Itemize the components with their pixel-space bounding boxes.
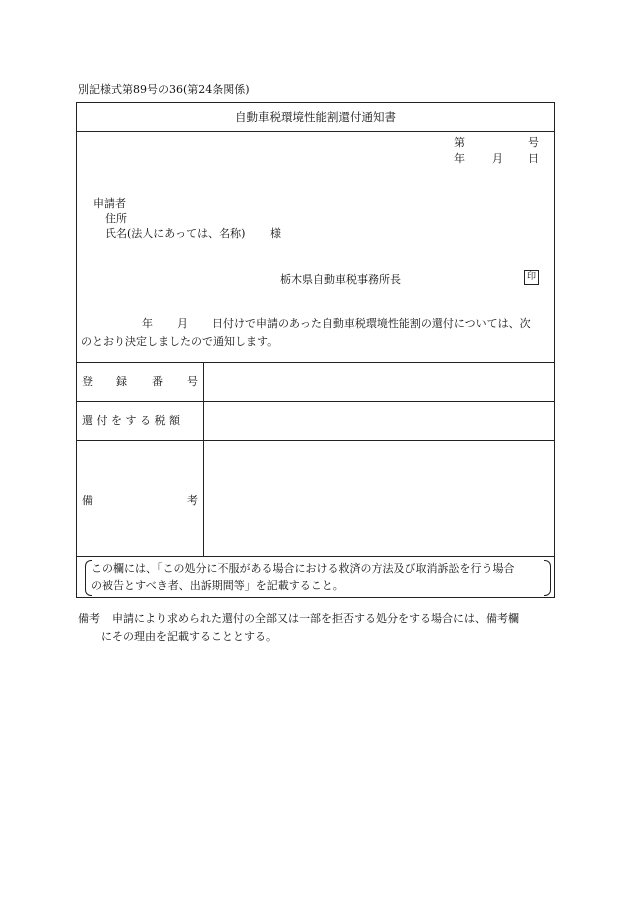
refund-notice-form bbox=[76, 102, 555, 598]
notice-line-2: のとおり決定しましたので通知します。 bbox=[81, 335, 279, 348]
body-year: 年 bbox=[142, 317, 153, 330]
seal-mark: 印 bbox=[524, 270, 539, 285]
address-label: 住所 bbox=[105, 212, 127, 225]
remarks-label: 備考 bbox=[78, 612, 100, 625]
body-line1-rest: 日付けで申請のあった自動車税環境性能割の還付については、次 bbox=[212, 317, 531, 330]
remarks-line-2: にその理由を記載することとする。 bbox=[101, 630, 277, 643]
remarks-line-1: 申請により求められた還付の全部又は一部を拒否する処分をする場合には、備考欄 bbox=[112, 612, 519, 625]
remarks-char-1: 備 bbox=[82, 494, 93, 507]
reg-char-3: 番 bbox=[152, 375, 163, 388]
reg-char-4: 号 bbox=[187, 375, 198, 388]
refund-amount-label: 還 付 を す る 税 額 bbox=[82, 414, 180, 427]
notice-line-1 bbox=[81, 315, 551, 333]
issuer-name: 栃木県自動車税事務所長 bbox=[280, 273, 401, 286]
title-divider bbox=[76, 131, 555, 132]
number-prefix: 第 bbox=[454, 136, 465, 149]
registration-number-field[interactable] bbox=[204, 363, 554, 400]
form-title: 自動車税環境性能割還付通知書 bbox=[235, 110, 396, 124]
remarks-row-divider bbox=[76, 556, 555, 557]
date-year: 年 bbox=[454, 152, 465, 165]
bracket-line-1: この欄には、「この処分に不服がある場合における救済の方法及び取消訴訟を行う場合 bbox=[91, 562, 515, 575]
applicant-heading: 申請者 bbox=[93, 197, 126, 210]
honorific: 様 bbox=[270, 227, 281, 240]
form-number-note: 別記様式第89号の36(第24条関係) bbox=[78, 83, 250, 96]
footer-remarks bbox=[78, 610, 519, 646]
right-bracket bbox=[544, 560, 551, 596]
bracket-instruction bbox=[85, 560, 551, 594]
remarks-char-2: 考 bbox=[187, 494, 198, 507]
reg-char-1: 登 bbox=[82, 375, 93, 388]
name-label: 氏名(法人にあっては、名称) bbox=[105, 227, 246, 240]
refund-amount-field[interactable] bbox=[204, 402, 554, 439]
number-suffix: 号 bbox=[528, 136, 539, 149]
date-day: 日 bbox=[528, 152, 539, 165]
remarks-field[interactable] bbox=[204, 441, 554, 555]
reg-char-2: 録 bbox=[116, 375, 127, 388]
date-month: 月 bbox=[492, 152, 503, 165]
notice-body bbox=[81, 315, 551, 351]
left-bracket bbox=[85, 560, 92, 596]
body-month: 月 bbox=[177, 317, 188, 330]
bracket-line-2: の被告とすべき者、出訴期間等」を記載すること。 bbox=[91, 579, 344, 592]
